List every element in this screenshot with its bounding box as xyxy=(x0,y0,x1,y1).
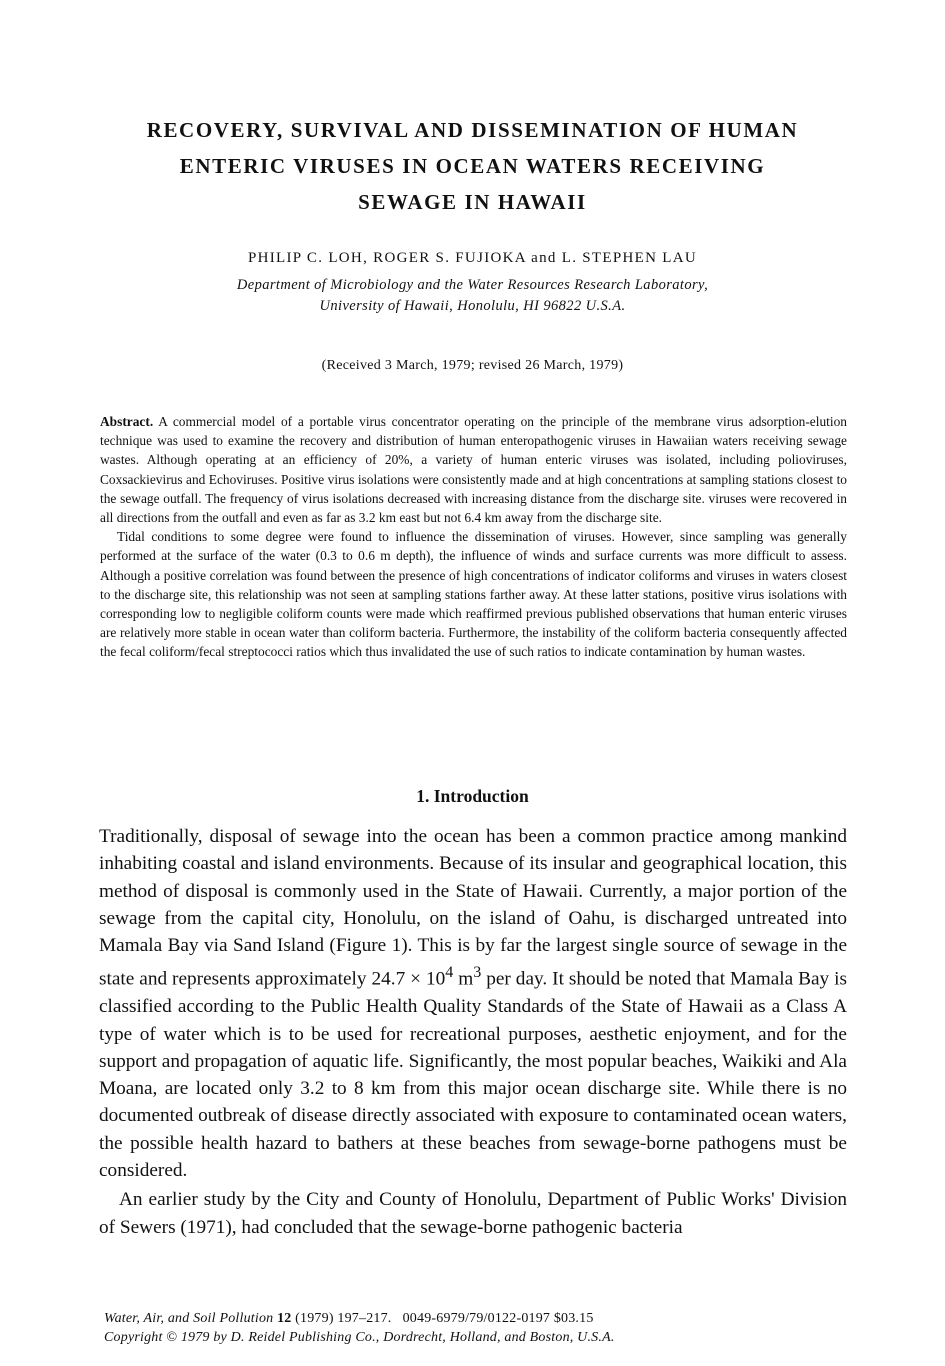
journal-year-pages: (1979) 197–217. xyxy=(295,1311,392,1326)
citation-line xyxy=(104,1309,615,1328)
authors: PHILIP C. LOH, ROGER S. FUJIOKA and L. STEPHEN LAU xyxy=(247,250,698,266)
title-line: RECOVERY, SURVIVAL AND DISSEMINATION OF HUMAN xyxy=(146,118,799,142)
paper-title xyxy=(100,112,845,220)
section-heading: 1. Introduction xyxy=(416,786,529,806)
journal-name: Water, Air, and Soil Pollution xyxy=(104,1311,274,1326)
body-text: m xyxy=(453,968,474,990)
article-code: 0049-6979/79/0122-0197 $03.15 xyxy=(402,1311,594,1326)
abstract-paragraph xyxy=(100,412,847,527)
superscript: 4 xyxy=(445,964,454,982)
page-footer xyxy=(104,1309,615,1347)
body-text: Traditionally, disposal of sewage into the ocean has been a common practice among mankind inhabiting coastal and island environments. Because of its insular and geographical location, this method of disposal is commonly used in the State of Hawaii. Currently, a major portion of the sewage from the capital city, Honolulu, on the island of Oahu, is discharged untreated into Mamala Bay via Sand Island (Figure 1). This is by far the largest single source of sewage in the state and represents approximately 24.7 × 10 xyxy=(99,826,847,990)
title-line: SEWAGE IN HAWAII xyxy=(358,190,587,214)
title-line: ENTERIC VIRUSES IN OCEAN WATERS RECEIVING xyxy=(179,154,766,178)
affiliation-line: Department of Microbiology and the Water Resources Research Laboratory, xyxy=(236,277,709,293)
journal-volume: 12 xyxy=(277,1311,292,1326)
superscript: 3 xyxy=(473,964,482,982)
body-text: per day. It should be noted that Mamala Bay is classified according to the Public Health Quality Standards of the State of Hawaii as a Class A type of water which is to be used for recreational purposes, aesthetic enjoyment, and for the support and propagation of aquatic life. Significantly, the most popular beaches, Waikiki and Ala Moana, are located only 3.2 to 8 km from this major ocean discharge site. While there is no documented outbreak of disease directly associated with exposure to contaminated ocean waters, the possible health hazard to bathers at these beaches from sewage-borne pathogens must be considered. xyxy=(99,968,847,1181)
received-dates: (Received 3 March, 1979; revised 26 March, 1979) xyxy=(321,358,624,373)
body-paragraph xyxy=(99,823,847,1184)
body-paragraph: An earlier study by the City and County of Honolulu, Department of Public Works' Division of Sewers (1971), had concluded that the sewage-borne pathogenic bacteria xyxy=(99,1189,847,1238)
affiliation-line: University of Hawaii, Honolulu, HI 96822 U.S.A. xyxy=(319,298,626,314)
abstract-text: A commercial model of a portable virus concentrator operating on the principle of the membrane virus adsorption-elution technique was used to examine the recovery and distribution of human enteropathogenic viruses in Hawaiian waters receiving sewage wastes. Although operating at an efficiency of 20%, a variety of human enteric viruses was isolated, including polioviruses, Coxsackievirus and Echoviruses. Positive virus isolations were consistently made and at high concentrations at sampling stations closest to the sewage outfall. The frequency of virus isolations decreased with increasing distance from the discharge site. viruses were recovered in all directions from the outfall and even as far as 3.2 km east but not 6.4 km away from the discharge site. xyxy=(100,414,848,526)
copyright-line: Copyright © 1979 by D. Reidel Publishing Co., Dordrecht, Holland, and Boston, U.S.A. xyxy=(104,1330,615,1345)
introduction-body xyxy=(99,823,847,1241)
affiliation xyxy=(100,275,845,317)
abstract-label: Abstract. xyxy=(100,414,154,429)
abstract-paragraph: Tidal conditions to some degree were found to influence the dissemination of viruses. However, since sampling was generally performed at the surface of the water (0.3 to 0.6 m depth), the influence of winds and surface currents was more difficult to assess. Although a positive correlation was found between the presence of high concentrations of indicator coliforms and viruses in waters closest to the discharge site, this relationship was not seen at sampling stations farther away. At these latter stations, positive virus isolations with corresponding low to negligible coliform counts were made which reaffirmed previous published observations that human enteric viruses are relatively more stable in ocean water than coliform bacteria. Furthermore, the instability of the coliform bacteria consequently affected the fecal coliform/fecal streptococci ratios which thus invalidated the use of such ratios to indicate contamination by human wastes. xyxy=(100,529,847,660)
abstract xyxy=(100,412,847,662)
